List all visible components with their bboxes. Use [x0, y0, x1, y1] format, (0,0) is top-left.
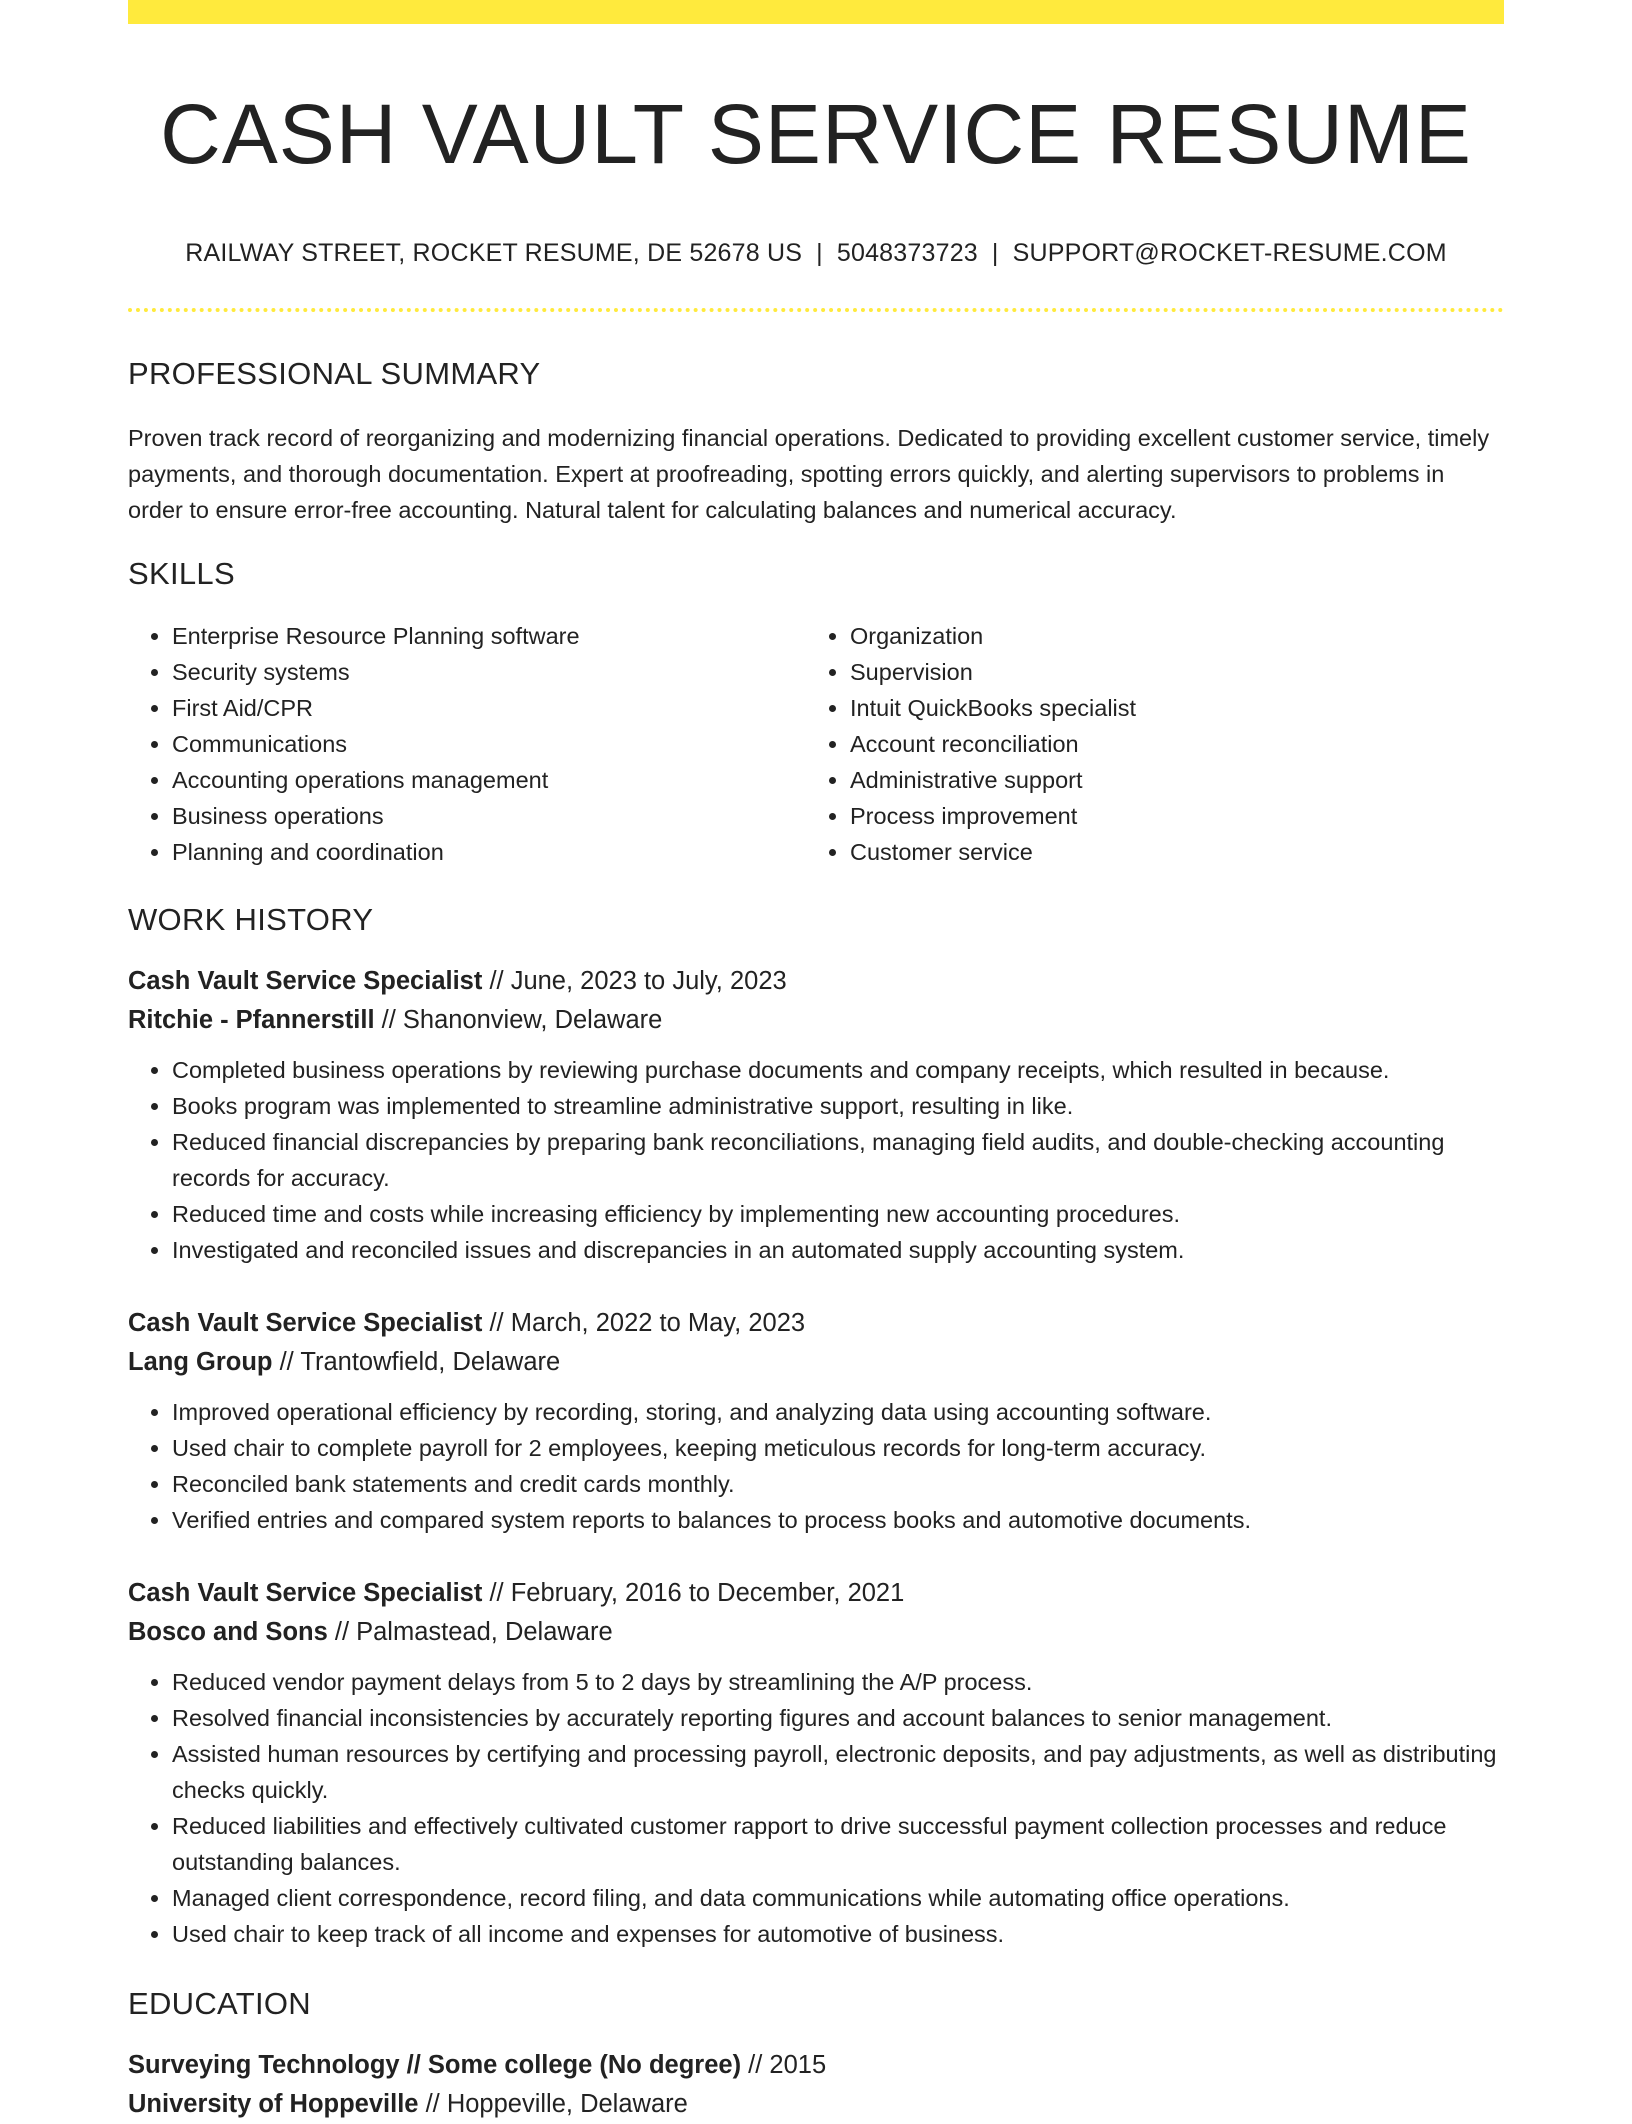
skill-item: • Planning and coordination	[172, 834, 806, 870]
job-bullet: • Completed business operations by reviewing purchase documents and company receipts, which resulted in because.	[172, 1052, 1504, 1088]
resume-title: CASH VAULT SERVICE RESUME	[160, 87, 1472, 181]
skill-item: • Process improvement	[850, 798, 1484, 834]
skill-item: • First Aid/CPR	[172, 690, 806, 726]
skill-item: • Organization	[850, 618, 1484, 654]
contact-address: RAILWAY STREET, ROCKET RESUME, DE 52678 US	[185, 238, 803, 267]
skill-item: • Enterprise Resource Planning software	[172, 618, 806, 654]
header-divider	[128, 308, 1504, 312]
job-bullets	[128, 1664, 1504, 1952]
job-company: Lang Group	[128, 1347, 273, 1376]
job-bullet: • Resolved financial inconsistencies by accurately reporting figures and account balances to senior management.	[172, 1700, 1504, 1736]
contact-email: SUPPORT@ROCKET-RESUME.COM	[1012, 238, 1447, 267]
job-company: Ritchie - Pfannerstill	[128, 1005, 375, 1034]
job-company-line	[128, 1343, 1504, 1382]
skill-item: • Supervision	[850, 654, 1484, 690]
education-degree: Surveying Technology // Some college (No degree)	[128, 2050, 742, 2079]
contact-separator: |	[991, 238, 999, 267]
job-company-line	[128, 1001, 1504, 1040]
skill-item: • Business operations	[172, 798, 806, 834]
job-role: Cash Vault Service Specialist	[128, 1578, 483, 1607]
skill-item: • Communications	[172, 726, 806, 762]
job-title-line	[128, 1574, 1504, 1613]
job-location: // Trantowfield, Delaware	[272, 1347, 561, 1376]
skills-list-left	[128, 618, 806, 870]
job-company: Bosco and Sons	[128, 1617, 328, 1646]
top-accent-bar	[128, 0, 1504, 24]
skill-item: • Security systems	[172, 654, 806, 690]
job-bullet: • Reduced financial discrepancies by preparing bank reconciliations, managing field audits, and double-checking accounting records for accuracy.	[172, 1124, 1504, 1196]
contact-phone: 5048373723	[836, 238, 978, 267]
job-bullet: • Verified entries and compared system reports to balances to process books and automotive documents.	[172, 1502, 1504, 1538]
job-dates: // June, 2023 to July, 2023	[482, 966, 787, 995]
job-bullet: • Reduced liabilities and effectively cultivated customer rapport to drive successful payment collection processes and reduce outstanding balances.	[172, 1808, 1504, 1880]
skill-item: • Customer service	[850, 834, 1484, 870]
skill-item: • Administrative support	[850, 762, 1484, 798]
job-company-line	[128, 1613, 1504, 1652]
contact-separator: |	[816, 238, 823, 267]
job-bullet: • Used chair to complete payroll for 2 employees, keeping meticulous records for long-term accuracy.	[172, 1430, 1504, 1466]
job-bullet: • Managed client correspondence, record filing, and data communications while automating office operations.	[172, 1880, 1504, 1916]
education-school: University of Hoppeville	[128, 2089, 419, 2118]
job-bullets	[128, 1394, 1504, 1538]
job-location: // Shanonview, Delaware	[374, 1005, 663, 1034]
resume-page	[128, 0, 1504, 2124]
job-bullet: • Assisted human resources by certifying and processing payroll, electronic deposits, and pay adjustments, as well as distributing checks quickly.	[172, 1736, 1504, 1808]
job-bullet: • Investigated and reconciled issues and discrepancies in an automated supply accounting system.	[172, 1232, 1504, 1268]
education-degree-line	[128, 2046, 1504, 2085]
job-entry	[128, 1304, 1504, 1538]
skill-item: • Intuit QuickBooks specialist	[850, 690, 1484, 726]
job-bullet: • Reduced vendor payment delays from 5 to 2 days by streamlining the A/P process.	[172, 1664, 1504, 1700]
skill-item: • Accounting operations management	[172, 762, 806, 798]
skills-columns	[128, 618, 1504, 870]
job-role: Cash Vault Service Specialist	[128, 1308, 483, 1337]
job-title-line	[128, 962, 1504, 1001]
job-bullet: • Improved operational efficiency by recording, storing, and analyzing data using accounting software.	[172, 1394, 1504, 1430]
summary-text: Proven track record of reorganizing and modernizing financial operations. Dedicated to providing excellent customer service, timely payments, and thorough documentation. Expert at proofreading, spotting errors quickly, and alerting supervisors to problems in order to ensure error-free accounting. Natural talent for calculating balances and numerical accuracy.	[128, 424, 1490, 523]
skills-list-right	[806, 618, 1484, 870]
summary-heading: PROFESSIONAL SUMMARY	[128, 355, 541, 391]
education-location: // Hoppeville, Delaware	[418, 2089, 688, 2118]
education-heading: EDUCATION	[128, 1985, 311, 2021]
job-entry	[128, 1574, 1504, 1952]
education-year: // 2015	[741, 2050, 827, 2079]
job-bullet: • Books program was implemented to streamline administrative support, resulting in like.	[172, 1088, 1504, 1124]
work-history-heading: WORK HISTORY	[128, 901, 374, 937]
job-bullet: • Reconciled bank statements and credit cards monthly.	[172, 1466, 1504, 1502]
education-school-line	[128, 2085, 1504, 2124]
job-dates: // February, 2016 to December, 2021	[482, 1578, 905, 1607]
job-location: // Palmastead, Delaware	[327, 1617, 613, 1646]
job-dates: // March, 2022 to May, 2023	[482, 1308, 806, 1337]
job-bullet: • Used chair to keep track of all income and expenses for automotive of business.	[172, 1916, 1504, 1952]
job-role: Cash Vault Service Specialist	[128, 966, 483, 995]
job-title-line	[128, 1304, 1504, 1343]
job-bullet: • Reduced time and costs while increasing efficiency by implementing new accounting procedures.	[172, 1196, 1504, 1232]
contact-line	[128, 239, 1504, 268]
job-entry	[128, 962, 1504, 1268]
job-bullets	[128, 1052, 1504, 1268]
skills-heading: SKILLS	[128, 555, 235, 591]
skill-item: • Account reconciliation	[850, 726, 1484, 762]
